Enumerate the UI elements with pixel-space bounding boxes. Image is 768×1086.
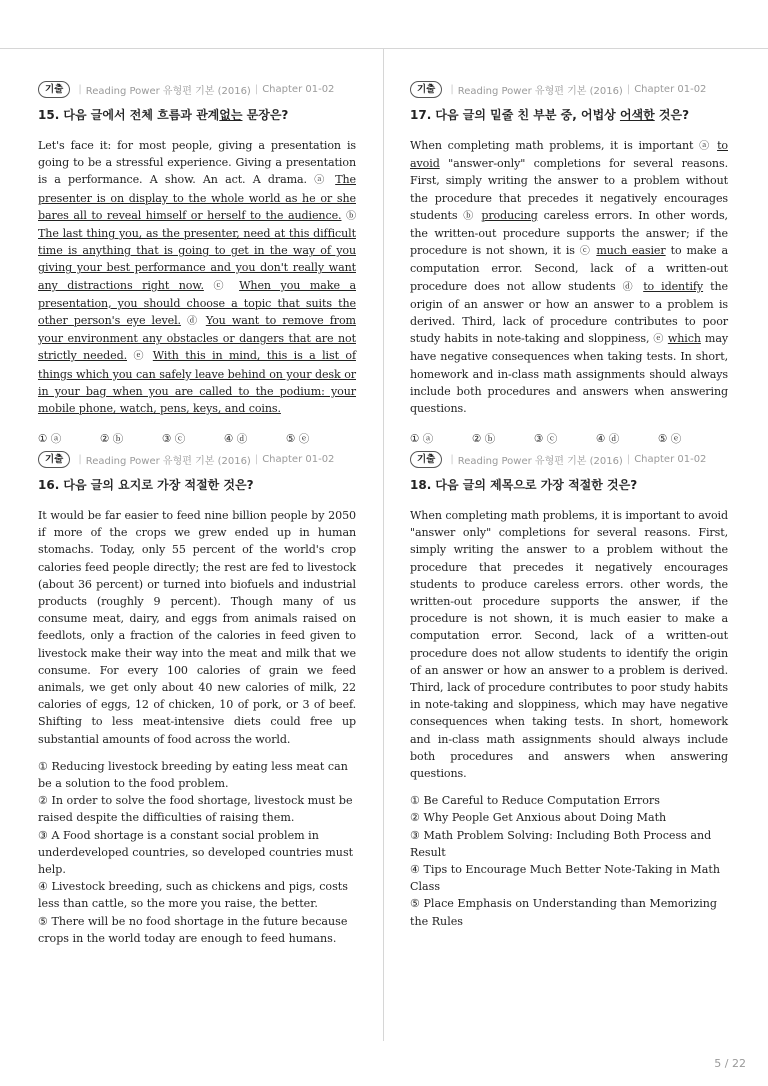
sentence-d: You want to remove from your environment any obstacles or dangers that are not strictly needed.	[38, 314, 356, 363]
question-meta: 기출 | Reading Power 유형편 기본 (2016) | Chapter 01-02	[38, 450, 356, 468]
marker-c: ⓒ	[579, 246, 592, 258]
marker-c: ⓒ	[213, 280, 230, 292]
exam-badge: 기출	[410, 451, 442, 468]
passage: When completing math problems, it is important to avoid "answer only" completions for several reasons. First, simply writing the answer to a problem without the procedure that precedes it negatively encourages students to produce careless errors. other words, the written-out procedure supports the answer, if the procedure is not shown, it is much easier to make a computation error. Second, lack of a written-out procedure does not allow students to identify the origin of an answer or how an answer to a problem is derived. Third, lack of procedure contributes to poor study habits in note-taking and sloppiness, which may have negative consequences when taking tests. In short, homework and in-class math assignments should always include both procedures and answers when answering questions.	[410, 509, 728, 781]
choice-1[interactable]: ① ⓐ	[410, 433, 434, 446]
underlined-b: producing	[481, 208, 538, 222]
choice-3[interactable]: ③ ⓒ	[162, 433, 186, 446]
column-divider	[383, 49, 384, 1041]
choice-1[interactable]: ① Be Careful to Reduce Computation Errors	[410, 794, 660, 808]
choice-4[interactable]: ④ Tips to Encourage Much Better Note-Taking in Math Class	[410, 863, 720, 894]
source-label: Reading Power 유형편 기본 (2016)	[457, 455, 623, 467]
choice-5[interactable]: ⑤ ⓔ	[658, 433, 682, 446]
choice-2[interactable]: ② ⓑ	[472, 433, 496, 446]
exam-badge: 기출	[38, 81, 70, 98]
choice-1[interactable]: ① Reducing livestock breeding by eating less meat can be a solution to the food problem.	[38, 759, 348, 791]
question-title: 17. 다음 글의 밑줄 친 부분 중, 어법상 어색한 것은?	[410, 108, 690, 122]
source-label: Reading Power 유형편 기본 (2016)	[457, 85, 623, 97]
choice-2[interactable]: ② Why People Get Anxious about Doing Math	[410, 811, 667, 825]
passage: When completing math problems, it is important ⓐ to avoid "answer-only" completions for several reasons. First, simply writing the answer to a problem without the procedure that precedes it negatively encourages students ⓑ producing careless errors. In other words, the written-out procedure supports the answer; if the procedure is not shown, it is ⓒ much easier to make a computation error. Second, lack of a written-out procedure does not allow students ⓓ to identify the origin of an answer or how an answer to a problem is derived. Third, lack of procedure contributes to poor study habits in note-taking and sloppiness, ⓔ which may have negative consequences when taking tests. In short, homework and in-class math assignments should always include both procedures and answers when answering questions.	[410, 139, 728, 416]
answer-choices	[410, 431, 728, 446]
underlined-d: to identify	[643, 279, 704, 293]
chapter-label: Chapter 01-02	[634, 453, 707, 465]
underlined-a: to avoid	[410, 139, 728, 171]
choice-2[interactable]: ② In order to solve the food shortage, livestock must be raised despite the difficulties of raising them.	[38, 794, 353, 825]
question-meta: 기출 | Reading Power 유형편 기본 (2016) | Chapter 01-02	[410, 450, 728, 468]
question-meta: 기출 | Reading Power 유형편 기본 (2016) | Chapter 01-02	[410, 80, 728, 98]
question-15	[38, 80, 356, 446]
marker-b: ⓑ	[463, 210, 476, 222]
marker-a: ⓐ	[699, 141, 712, 152]
marker-a: ⓐ	[314, 175, 328, 187]
question-18	[410, 450, 728, 930]
page-number: 5 / 22	[714, 1057, 746, 1070]
choice-4[interactable]: ④ ⓓ	[224, 433, 248, 446]
answer-choices	[38, 758, 356, 947]
sentence-b: The last thing you, as the presenter, need at this difficult time is anything that is going to get in the way of you giving your best performance and you don't really want any distractions right now.	[38, 227, 356, 292]
question-title: 15. 다음 글에서 전체 흐름과 관계없는 문장은?	[38, 108, 289, 122]
exam-badge: 기출	[38, 451, 70, 468]
marker-e: ⓔ	[133, 351, 147, 363]
header-rule	[0, 48, 768, 49]
answer-choices	[38, 431, 356, 446]
chapter-label: Chapter 01-02	[634, 83, 707, 95]
choice-5[interactable]: ⑤ Place Emphasis on Understanding than Memorizing the Rules	[410, 897, 717, 928]
passage: Let's face it: for most people, giving a presentation is going to be a stressful experience. Giving a presentation is a performance. A show. An act. A drama. ⓐ The presenter is on display to the whole world as he or she bares all to reveal himself or herself to the audience. ⓑ The last thing you, as the presenter, need at this difficult time is anything that is going to get in the way of you giving your best performance and you don't really want any distractions right now. ⓒ When you make a presentation, you should choose a topic that suits the other person's eye level. ⓓ You want to remove from your environment any obstacles or dangers that are not strictly needed. ⓔ With this in mind, this is a list of things which you can safely leave behind on your desk or in your bag when you are called to the podium: your mobile phone, watch, pens, keys, and coins.	[38, 139, 356, 416]
underlined-c: much easier	[596, 244, 666, 258]
choice-2[interactable]: ② ⓑ	[100, 433, 124, 446]
choice-4[interactable]: ④ ⓓ	[596, 433, 620, 446]
choice-3[interactable]: ③ A Food shortage is a constant social problem in underdeveloped countries, so developed countries must help.	[38, 828, 354, 877]
exam-badge: 기출	[410, 81, 442, 98]
marker-d: ⓓ	[622, 281, 637, 293]
marker-d: ⓓ	[187, 316, 200, 328]
question-17	[410, 80, 728, 446]
question-16	[38, 450, 356, 947]
choice-5[interactable]: ⑤ ⓔ	[286, 433, 310, 446]
sentence-e: With this in mind, this is a list of things which you can safely leave behind on your desk or in your bag when you are called to the podium: your mobile phone, watch, pens, keys, and coins.	[38, 349, 356, 416]
choice-3[interactable]: ③ Math Problem Solving: Including Both Process and Result	[410, 828, 712, 859]
underlined-e: which	[667, 332, 701, 346]
question-title: 16. 다음 글의 요지로 가장 적절한 것은?	[38, 478, 254, 492]
answer-choices	[410, 792, 728, 930]
source-label: Reading Power 유형편 기본 (2016)	[85, 85, 251, 97]
source-label: Reading Power 유형편 기본 (2016)	[85, 455, 251, 467]
marker-e: ⓔ	[653, 334, 664, 346]
passage: It would be far easier to feed nine billion people by 2050 if more of the crops we grew ended up in human stomachs. Today, only 55 percent of the world's crop calories feed people directly; the rest are fed to livestock (about 36 percent) or turned into biofuels and industrial products (roughly 9 percent). Though many of us consume meat, dairy, and eggs from animals raised on feedlots, only a fraction of the calories in feed given to livestock make their way into the meat and milk that we consume. For every 100 calories of grain we feed animals, we get only about 40 new calories of milk, 22 calories of eggs, 12 of chicken, 10 of pork, or 3 of beef. Shifting to less meat-intensive diets could free up substantial amounts of food across the world.	[38, 509, 356, 746]
question-title: 18. 다음 글의 제목으로 가장 적절한 것은?	[410, 478, 638, 492]
chapter-label: Chapter 01-02	[262, 83, 335, 95]
choice-5[interactable]: ⑤ There will be no food shortage in the future because crops in the world today are enough to feed humans.	[38, 914, 348, 945]
sentence-a: The presenter is on display to the whole world as he or she bares all to reveal himself or herself to the audience.	[38, 173, 356, 222]
choice-4[interactable]: ④ Livestock breeding, such as chickens and pigs, costs less than cattle, so the more you raise, the better.	[38, 880, 348, 911]
question-meta: 기출 | Reading Power 유형편 기본 (2016) | Chapter 01-02	[38, 80, 356, 98]
sentence-c: When you make a presentation, you should choose a topic that suits the other person's eye level.	[38, 278, 356, 328]
chapter-label: Chapter 01-02	[262, 453, 335, 465]
marker-b: ⓑ	[346, 210, 356, 222]
choice-1[interactable]: ① ⓐ	[38, 433, 62, 446]
choice-3[interactable]: ③ ⓒ	[534, 433, 558, 446]
